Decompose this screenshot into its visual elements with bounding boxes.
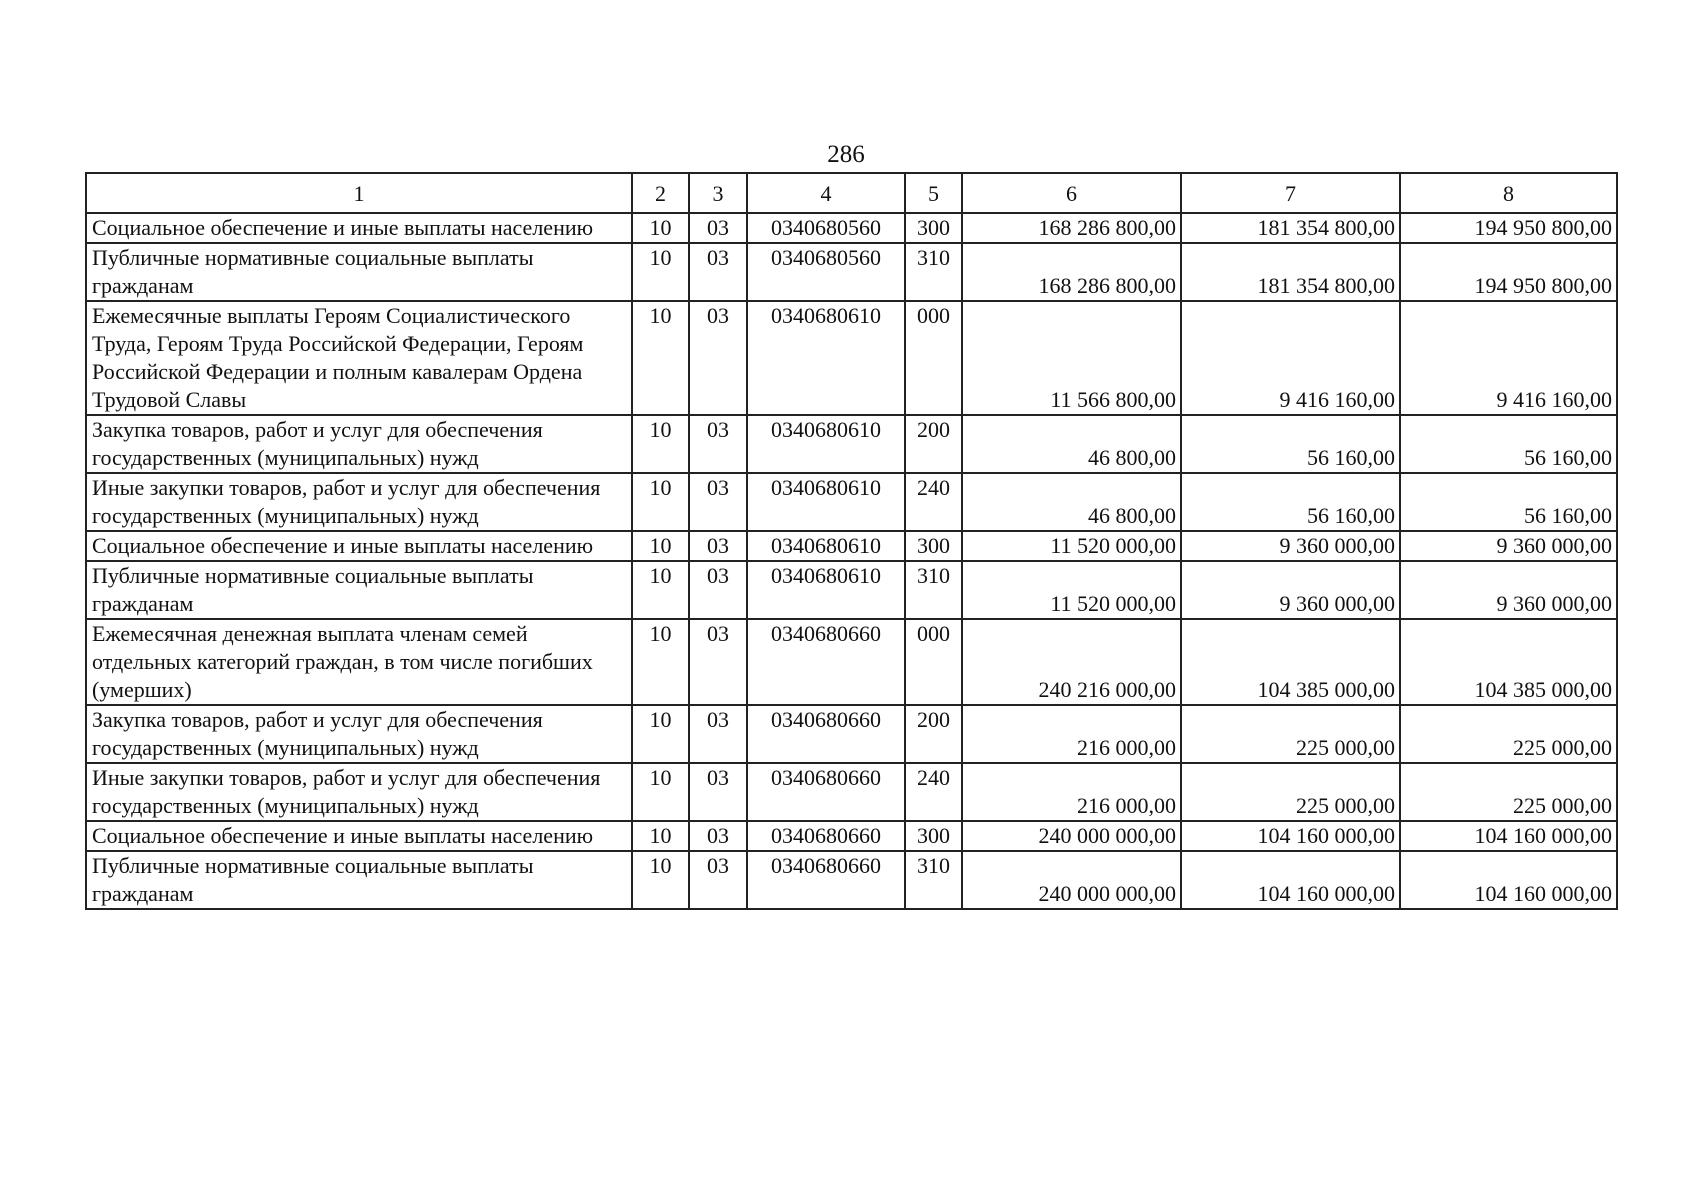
- section-code-cell: 10: [632, 619, 689, 705]
- target-code-cell: 0340680560: [747, 213, 905, 243]
- expense-type-cell: 000: [905, 619, 962, 705]
- amount-col6-cell: 216 000,00: [962, 763, 1181, 821]
- section-code-cell: 10: [632, 473, 689, 531]
- subsection-code-cell: 03: [689, 763, 747, 821]
- row-name-cell: Иные закупки товаров, работ и услуг для обеспечения государственных (муниципальных) нужд: [86, 763, 632, 821]
- amount-col7-cell: 104 160 000,00: [1181, 851, 1400, 909]
- amount-col7-cell: 181 354 800,00: [1181, 213, 1400, 243]
- target-code-cell: 0340680610: [747, 561, 905, 619]
- expense-type-cell: 310: [905, 851, 962, 909]
- target-code-cell: 0340680660: [747, 763, 905, 821]
- table-row: [86, 851, 1617, 909]
- row-name-cell: Закупка товаров, работ и услуг для обеспечения государственных (муниципальных) нужд: [86, 705, 632, 763]
- row-name-cell: Социальное обеспечение и иные выплаты населению: [86, 821, 632, 851]
- amount-col6-cell: 240 000 000,00: [962, 851, 1181, 909]
- column-header: 6: [962, 173, 1181, 213]
- expense-type-cell: 300: [905, 821, 962, 851]
- amount-col8-cell: 104 385 000,00: [1400, 619, 1617, 705]
- amount-col8-cell: 194 950 800,00: [1400, 243, 1617, 301]
- amount-col8-cell: 104 160 000,00: [1400, 821, 1617, 851]
- subsection-code-cell: 03: [689, 243, 747, 301]
- subsection-code-cell: 03: [689, 705, 747, 763]
- section-code-cell: 10: [632, 531, 689, 561]
- amount-col6-cell: 11 520 000,00: [962, 531, 1181, 561]
- section-code-cell: 10: [632, 301, 689, 415]
- expense-type-cell: 300: [905, 531, 962, 561]
- target-code-cell: 0340680560: [747, 243, 905, 301]
- column-header: 4: [747, 173, 905, 213]
- subsection-code-cell: 03: [689, 821, 747, 851]
- section-code-cell: 10: [632, 705, 689, 763]
- amount-col7-cell: 104 160 000,00: [1181, 821, 1400, 851]
- amount-col6-cell: 168 286 800,00: [962, 213, 1181, 243]
- expense-type-cell: 240: [905, 473, 962, 531]
- page-number: 286: [827, 141, 865, 168]
- section-code-cell: 10: [632, 821, 689, 851]
- target-code-cell: 0340680610: [747, 473, 905, 531]
- amount-col8-cell: 194 950 800,00: [1400, 213, 1617, 243]
- table-row: [86, 213, 1617, 243]
- expense-type-cell: 200: [905, 415, 962, 473]
- target-code-cell: 0340680660: [747, 851, 905, 909]
- table-row: [86, 243, 1617, 301]
- column-header: 5: [905, 173, 962, 213]
- amount-col8-cell: 225 000,00: [1400, 763, 1617, 821]
- target-code-cell: 0340680610: [747, 415, 905, 473]
- table-row: [86, 473, 1617, 531]
- subsection-code-cell: 03: [689, 213, 747, 243]
- amount-col7-cell: 225 000,00: [1181, 705, 1400, 763]
- subsection-code-cell: 03: [689, 561, 747, 619]
- table-row: [86, 415, 1617, 473]
- budget-table: [85, 172, 1618, 910]
- amount-col8-cell: 9 416 160,00: [1400, 301, 1617, 415]
- column-header-row: [86, 173, 1617, 213]
- amount-col6-cell: 240 000 000,00: [962, 821, 1181, 851]
- column-header: 1: [86, 173, 632, 213]
- row-name-cell: Социальное обеспечение и иные выплаты населению: [86, 213, 632, 243]
- row-name-cell: Закупка товаров, работ и услуг для обеспечения государственных (муниципальных) нужд: [86, 415, 632, 473]
- amount-col8-cell: 56 160,00: [1400, 473, 1617, 531]
- subsection-code-cell: 03: [689, 301, 747, 415]
- subsection-code-cell: 03: [689, 473, 747, 531]
- amount-col7-cell: 56 160,00: [1181, 415, 1400, 473]
- row-name-cell: Публичные нормативные социальные выплаты гражданам: [86, 561, 632, 619]
- expense-type-cell: 000: [905, 301, 962, 415]
- target-code-cell: 0340680610: [747, 531, 905, 561]
- amount-col7-cell: 225 000,00: [1181, 763, 1400, 821]
- row-name-cell: Иные закупки товаров, работ и услуг для обеспечения государственных (муниципальных) нужд: [86, 473, 632, 531]
- column-header: 3: [689, 173, 747, 213]
- subsection-code-cell: 03: [689, 415, 747, 473]
- amount-col7-cell: 9 360 000,00: [1181, 561, 1400, 619]
- target-code-cell: 0340680660: [747, 705, 905, 763]
- table-row: [86, 705, 1617, 763]
- table-row: [86, 763, 1617, 821]
- expense-type-cell: 200: [905, 705, 962, 763]
- amount-col8-cell: 9 360 000,00: [1400, 531, 1617, 561]
- amount-col6-cell: 216 000,00: [962, 705, 1181, 763]
- row-name-cell: Социальное обеспечение и иные выплаты населению: [86, 531, 632, 561]
- subsection-code-cell: 03: [689, 851, 747, 909]
- amount-col6-cell: 46 800,00: [962, 473, 1181, 531]
- expense-type-cell: 300: [905, 213, 962, 243]
- amount-col6-cell: 46 800,00: [962, 415, 1181, 473]
- section-code-cell: 10: [632, 415, 689, 473]
- row-name-cell: Публичные нормативные социальные выплаты гражданам: [86, 243, 632, 301]
- column-header: 2: [632, 173, 689, 213]
- amount-col8-cell: 225 000,00: [1400, 705, 1617, 763]
- amount-col6-cell: 168 286 800,00: [962, 243, 1181, 301]
- expense-type-cell: 240: [905, 763, 962, 821]
- target-code-cell: 0340680660: [747, 821, 905, 851]
- section-code-cell: 10: [632, 763, 689, 821]
- amount-col8-cell: 56 160,00: [1400, 415, 1617, 473]
- amount-col6-cell: 240 216 000,00: [962, 619, 1181, 705]
- expense-type-cell: 310: [905, 561, 962, 619]
- table-row: [86, 561, 1617, 619]
- section-code-cell: 10: [632, 213, 689, 243]
- column-header: 8: [1400, 173, 1617, 213]
- subsection-code-cell: 03: [689, 619, 747, 705]
- row-name-cell: Публичные нормативные социальные выплаты гражданам: [86, 851, 632, 909]
- target-code-cell: 0340680610: [747, 301, 905, 415]
- expense-type-cell: 310: [905, 243, 962, 301]
- subsection-code-cell: 03: [689, 531, 747, 561]
- column-header: 7: [1181, 173, 1400, 213]
- amount-col8-cell: 104 160 000,00: [1400, 851, 1617, 909]
- section-code-cell: 10: [632, 851, 689, 909]
- table-row: [86, 301, 1617, 415]
- table-row: [86, 619, 1617, 705]
- amount-col6-cell: 11 520 000,00: [962, 561, 1181, 619]
- amount-col7-cell: 56 160,00: [1181, 473, 1400, 531]
- row-name-cell: Ежемесячная денежная выплата членам семей отдельных категорий граждан, в том числе погибших (умерших): [86, 619, 632, 705]
- amount-col6-cell: 11 566 800,00: [962, 301, 1181, 415]
- amount-col7-cell: 104 385 000,00: [1181, 619, 1400, 705]
- amount-col7-cell: 9 416 160,00: [1181, 301, 1400, 415]
- section-code-cell: 10: [632, 561, 689, 619]
- amount-col8-cell: 9 360 000,00: [1400, 561, 1617, 619]
- table-row: [86, 531, 1617, 561]
- amount-col7-cell: 181 354 800,00: [1181, 243, 1400, 301]
- row-name-cell: Ежемесячные выплаты Героям Социалистического Труда, Героям Труда Российской Федерации, Героям Российской Федерации и полным кавалерам Ордена Трудовой Славы: [86, 301, 632, 415]
- section-code-cell: 10: [632, 243, 689, 301]
- amount-col7-cell: 9 360 000,00: [1181, 531, 1400, 561]
- table-row: [86, 821, 1617, 851]
- target-code-cell: 0340680660: [747, 619, 905, 705]
